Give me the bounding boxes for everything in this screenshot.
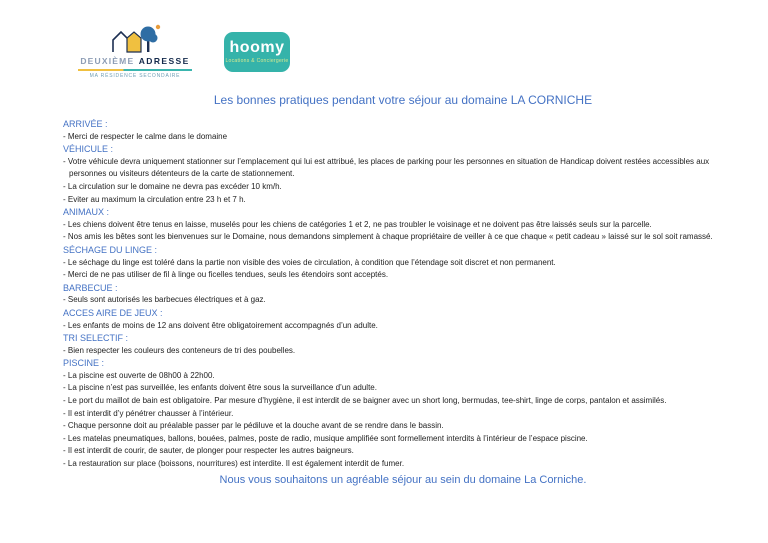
section-item: - Le port du maillot de bain est obligatoire. Par mesure d’hygiène, il est interdit de se baigner avec un short long, bermudas, tee-shirt, linge de corps, pantalon et assimilés. [63,396,667,406]
section-item: - Seuls sont autorisés les barbecues électriques et à gaz. [63,295,266,305]
page-title: Les bonnes pratiques pendant votre séjour au domaine LA CORNICHE [213,93,593,107]
section-item: - Les matelas pneumatiques, ballons, bouées, palmes, poste de radio, musique amplifiée sont formellement interdits à l’intérieur de l’espace piscine. [63,433,588,443]
document-content [63,93,743,487]
section-heading: SÉCHAGE DU LINGE : [63,244,158,255]
section-item: - La restauration sur place (boissons, nourritures) est interdite. Il est également interdit de fumer. [63,459,405,469]
section-item: - Il est interdit d’y pénétrer chausser à l’intérieur. [63,408,234,418]
section-item: - Merci de ne pas utiliser de fil à linge ou ficelles tendues, seuls les étendoirs sont acceptés. [63,270,389,280]
section-item: - Les enfants de moins de 12 ans doivent être obligatoirement accompagnés d’un adulte. [63,320,378,330]
section-heading: BARBECUE : [63,282,118,293]
header-logos [0,0,768,79]
closing-message: Nous vous souhaitons un agréable séjour au sein du domaine La Corniche. [219,473,587,486]
hoomy-wordmark: hoomy [229,39,285,56]
deuxieme-adresse-name [76,54,194,67]
section-item: - Votre véhicule devra uniquement stationner sur l’emplacement qui lui est attribué, les places de parking pour les personnes en situation de Handicap doivent restées accessibles aux personnes ou visiteurs détenteurs de la carte de stationnement. [63,156,710,179]
deuxieme-adresse-tagline: MA RÉSIDENCE SECONDAIRE [89,73,181,79]
section-heading: VÉHICULE : [63,144,114,155]
section-heading: TRI SELECTIF : [63,333,129,344]
section-heading: PISCINE : [63,358,105,369]
section-item: - Eviter au maximum la circulation entre 23 h et 7 h. [63,194,246,204]
adresse-label: ADRESSE [138,56,190,66]
section-item: - La piscine est ouverte de 08h00 à 22h00. [63,370,215,380]
section-item: - Nos amis les bêtes sont les bienvenues sur le Domaine, nous demandons simplement à chaque propriétaire de veiller à ce que chaque « petit cadeau » laissé sur le sol soit ramassé. [63,232,713,242]
logo-divider [78,69,192,71]
section-heading: ARRIVÉE : [63,119,108,129]
section-item: - Il est interdit de courir, de sauter, de plonger pour respecter les autres baigneurs. [63,446,354,456]
section-item: - La piscine n’est pas surveillée, les enfants doivent être sous la surveillance d’un adulte. [63,383,377,393]
section-item: - Le séchage du linge est toléré dans la partie non visible des voies de circulation, à condition que l’étendage soit discret et non permanent. [63,257,556,267]
section-item: - Bien respecter les couleurs des conteneurs de tri des poubelles. [63,345,296,355]
deuxieme-adresse-house-icon [76,24,194,54]
hoomy-logo [224,32,290,72]
hoomy-tagline: Locations & Conciergerie [225,58,289,64]
section-item: - Les chiens doivent être tenus en laisse, muselés pour les chiens de catégories 1 et 2, ne pas troubler le voisinage et ne doivent pas être laissés seuls sur la parcelle. [63,219,652,229]
deuxieme-adresse-logo [76,24,194,79]
section-item: - La circulation sur le domaine ne devra pas excéder 10 km/h. [63,181,282,191]
section-heading: ACCES AIRE DE JEUX : [63,307,163,318]
section-heading: ANIMAUX : [63,207,110,218]
sections [63,118,743,471]
deuxieme-label: DEUXIÈME [80,56,135,66]
section-item: - Chaque personne doit au préalable passer par le pédiluve et la douche avant de se rendre dans le bassin. [63,421,444,431]
house-tree-icon [109,24,161,54]
section-item: - Merci de respecter le calme dans le domaine [63,131,228,141]
